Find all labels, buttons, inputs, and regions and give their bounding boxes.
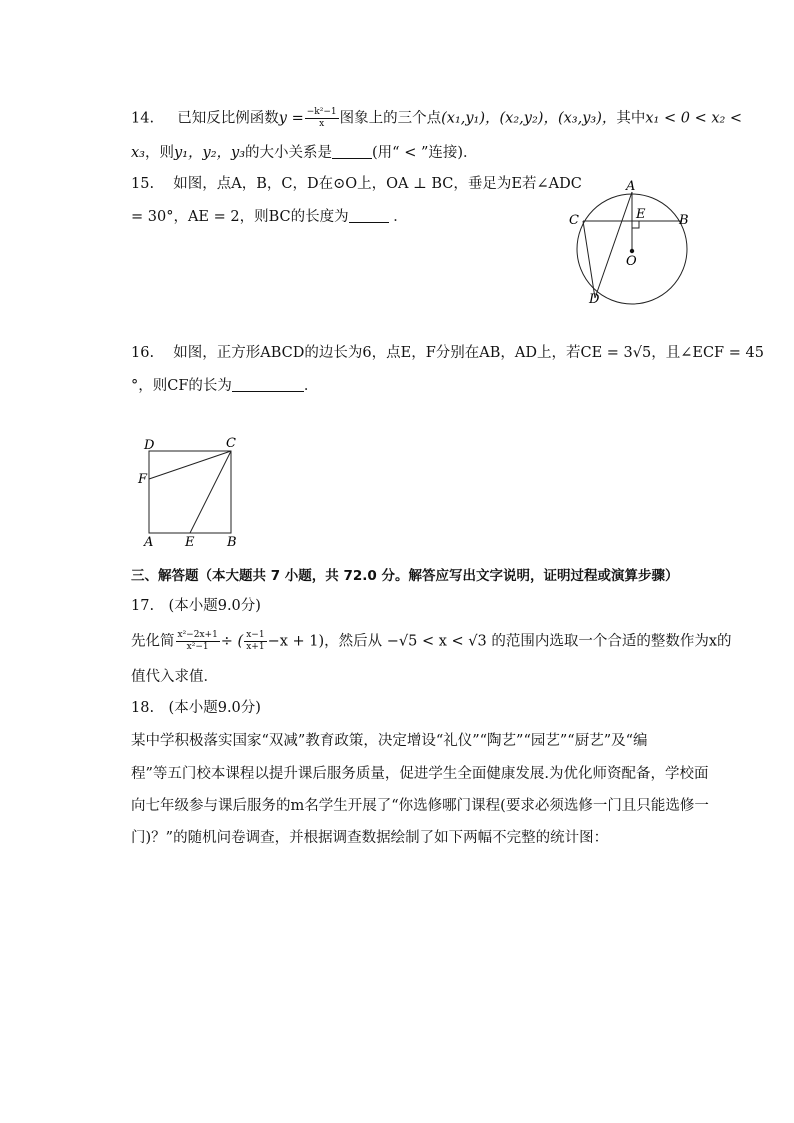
q16-text2: °，则CF的长为	[131, 378, 232, 394]
q15-text2: = 30°，AE = 2，则BC的长度为	[131, 209, 349, 225]
q16-label-e: E	[185, 535, 195, 550]
q14-x3: x₃	[131, 145, 145, 161]
q16-end: ．	[303, 378, 319, 394]
q18-line2: 程”等五门校本课程以提升课后服务质量，促进学生全面健康发展.为优化师资配备，学校面	[131, 766, 709, 782]
q15-line2	[131, 207, 408, 227]
q14-line1	[131, 107, 742, 130]
q17-lead: 先化简	[131, 633, 175, 650]
q15-label-a: A	[626, 179, 636, 194]
q14-vars: y₁，y₂，y₃	[174, 145, 246, 161]
q15-center-dot	[630, 249, 634, 253]
q14-answer-blank[interactable]	[332, 144, 372, 159]
q17-fraction1: $\frac{\text{x²−2x+1}}{\text{x²−1}}$	[177, 630, 218, 652]
q16-line1	[131, 343, 764, 363]
q15-label-o: O	[626, 254, 637, 269]
q17-line2: 值代入求值．	[131, 669, 218, 685]
q16-figure	[134, 433, 244, 551]
q15-label-b: B	[679, 213, 689, 228]
q14-line2	[131, 143, 478, 163]
q15-label-d: D	[589, 292, 600, 307]
q15-segment-cd	[583, 221, 595, 298]
q17-div: ÷ (	[220, 633, 244, 650]
q14-text: ，则	[145, 145, 174, 161]
q16-number: 16.	[131, 345, 155, 361]
q14-cond-lead: 其中	[616, 110, 646, 127]
q14-y-eq: y =	[278, 110, 304, 127]
q17-header: 17. (本小题9.0分)	[131, 598, 261, 614]
section-title: 三、解答题（本大题共 7 小题，共 72.0 分。解答应写出文字说明，证明过程或演算步骤）	[131, 568, 679, 584]
q15-answer-blank[interactable]	[349, 208, 389, 223]
q15-label-c: C	[569, 213, 579, 228]
q14-number: 14.	[131, 110, 155, 127]
q14-lead: 已知反比例函数	[177, 110, 279, 127]
q16-label-c: C	[226, 436, 236, 451]
q14-condition: x₁ < 0 < x₂ <	[645, 110, 743, 127]
q16-text1: 如图，正方形ABCD的边长为6，点E，F分别在AB，AD上，若CE = 3√5，且∠ECF = 45	[173, 345, 764, 361]
q18-line4: 门)？”的随机问卷调查，并根据调查数据绘制了如下两幅不完整的统计图：	[131, 830, 609, 846]
q14-end: (用“ < ”连接)．	[372, 145, 478, 161]
q16-label-d: D	[144, 438, 155, 453]
q16-line2	[131, 376, 318, 396]
q14-mid: 图象上的三个点	[339, 110, 442, 127]
q15-line1	[131, 174, 582, 194]
q16-label-b: B	[227, 535, 237, 550]
q15-right-angle-mark	[632, 221, 639, 228]
q14-text2: 的大小关系是	[245, 145, 333, 161]
q14-fraction: $\frac{\text{−k²−1}}{x}$	[306, 107, 337, 129]
q15-segment-ad	[595, 192, 632, 298]
q15-number: 15.	[131, 176, 155, 192]
q18-line1: 某中学积极落实国家“双减”教育政策，决定增设“礼仪”“陶艺”“园艺”“厨艺”及“编	[131, 733, 648, 749]
q15-end: ．	[393, 209, 408, 225]
q18-header: 18. (本小题9.0分)	[131, 700, 261, 716]
q17-line1	[131, 630, 732, 653]
q14-points: (x₁,y₁)，(x₂,y₂)，(x₃,y₃)，	[441, 110, 617, 127]
q15-figure	[560, 175, 700, 310]
q18-line3: 向七年级参与课后服务的m名学生开展了“你选修哪门课程(要求必须选修一门且只能选修一	[131, 798, 709, 814]
q15-text1: 如图，点A，B，C，D在⊙O上，OA ⊥ BC，垂足为E若∠ADC	[173, 176, 582, 192]
q16-square	[149, 451, 231, 533]
q15-label-e: E	[636, 207, 646, 222]
q16-answer-blank[interactable]	[232, 377, 304, 392]
q16-label-f: F	[138, 472, 148, 487]
q16-label-a: A	[144, 535, 154, 550]
q17-tail: −x + 1)，然后从 −√5 < x < √3 的范围内选取一个合适的整数作为x的	[267, 633, 732, 650]
q17-fraction2: $\frac{x-1}{x+1}$	[246, 630, 265, 652]
